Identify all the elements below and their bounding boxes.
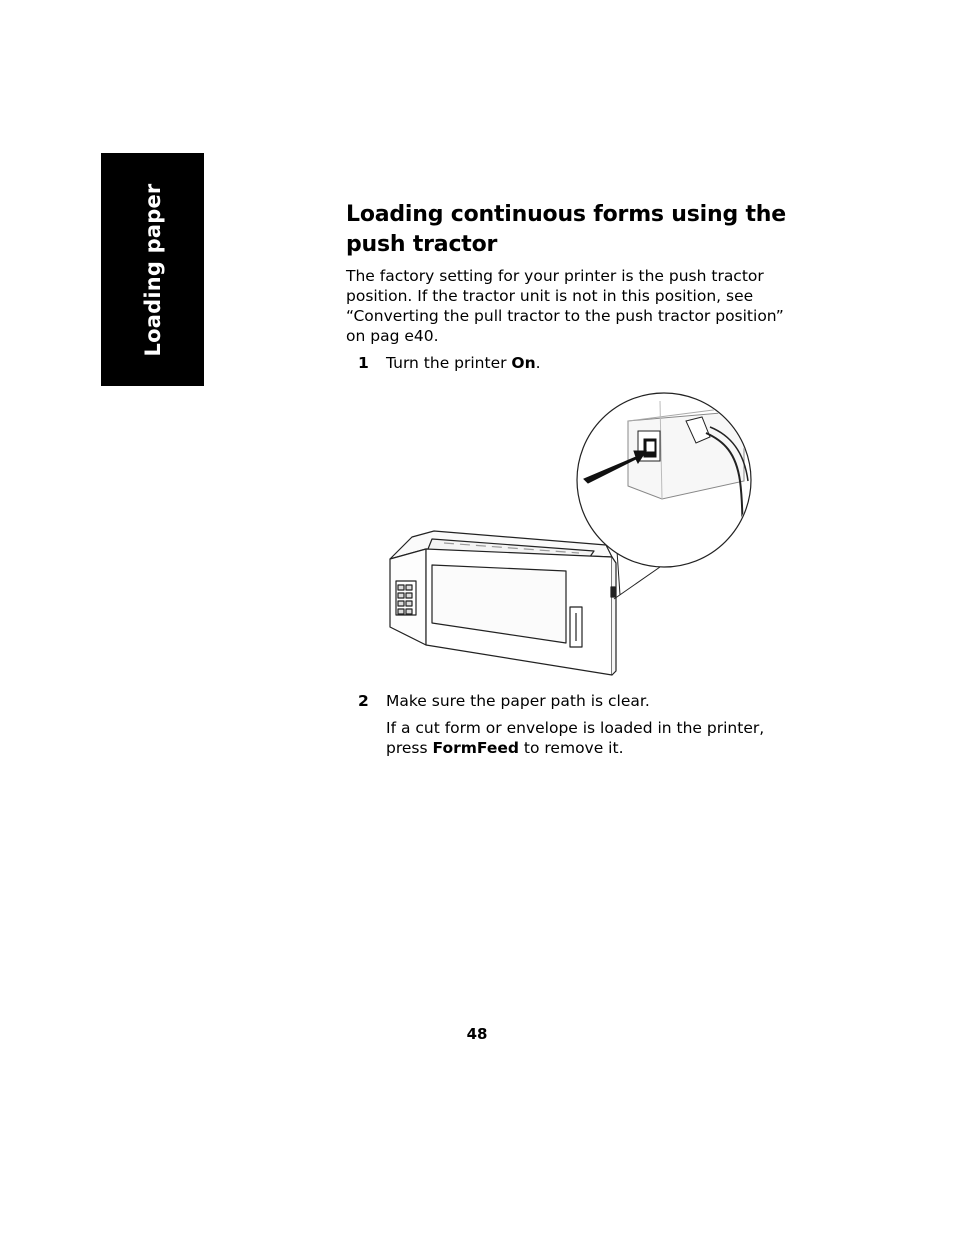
step-2-detail-text-end: to remove it. — [518, 739, 624, 757]
step-1-number: 1 — [358, 354, 369, 372]
printer-illustration-svg — [384, 391, 754, 681]
step-2 — [346, 691, 786, 711]
printer-power-illustration — [384, 391, 754, 681]
step-1-text-end: . — [535, 354, 541, 372]
chapter-tab — [101, 153, 204, 386]
step-2-detail-emphasis: FormFeed — [432, 739, 519, 757]
step-1-emphasis: On — [511, 354, 536, 372]
step-1-text: Turn the printer — [386, 354, 512, 372]
step-2-number: 2 — [358, 692, 369, 710]
printer-body — [390, 531, 616, 675]
chapter-tab-label: Loading paper — [140, 183, 165, 356]
step-2-detail — [346, 718, 786, 758]
main-content — [346, 200, 786, 758]
section-title: Loading continuous forms using the push tractor — [346, 202, 786, 257]
step-1 — [346, 353, 786, 373]
intro-paragraph: The factory setting for your printer is the push tractor position. If the tractor unit is not in this position, see “Converting the pull tractor to the push tractor position” on pag e40. — [346, 267, 784, 345]
step-2-text: Make sure the paper path is clear. — [386, 692, 650, 710]
step-2-detail-text: If a cut form or envelope is loaded in the printer, press — [386, 719, 765, 757]
page-number: 48 — [466, 1025, 488, 1043]
